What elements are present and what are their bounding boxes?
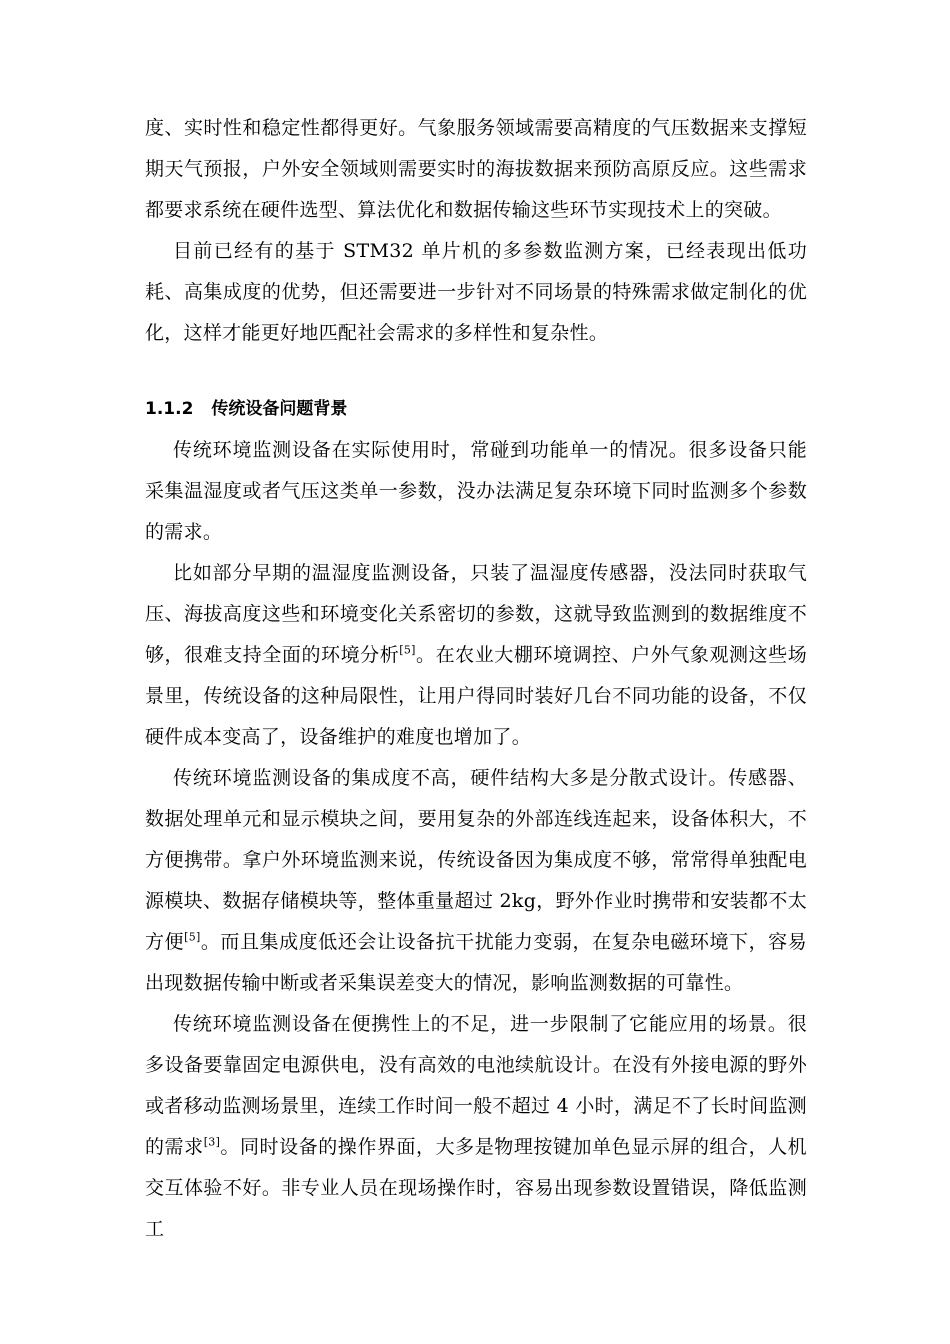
document-page: [145, 108, 807, 1250]
section-heading: [145, 389, 807, 430]
paragraph-text: 。而且集成度低还会让设备抗干扰能力变弱，在复杂电磁环境下，容易出现数据传输中断或者采集误差变大的情况，影响监测数据的可靠性。: [145, 931, 807, 994]
paragraph-text: 。在农业大棚环境调控、户外气象观测这些场景里，传统设备的这种局限性，让用户得同时装好几台不同功能的设备，不仅硬件成本变高了，设备维护的难度也增加了。: [145, 644, 807, 748]
paragraph-text: 。同时设备的操作界面，大多是物理按键加单色显示屏的组合，人机交互体验不好。非专业人员在现场操作时，容易出现参数设置错误，降低监测工: [145, 1136, 807, 1240]
paragraph-text: 比如部分早期的温湿度监测设备，只装了温湿度传感器，没法同时获取气压、海拔高度这些和环境变化关系密切的参数，这就导致监测到的数据维度不够，很难支持全面的环境分析: [145, 562, 807, 666]
paragraph-single-function: 传统环境监测设备在实际使用时，常碰到功能单一的情况。很多设备只能采集温湿度或者气压这类单一参数，没办法满足复杂环境下同时监测多个参数的需求。: [145, 439, 807, 543]
paragraph-continued: 度、实时性和稳定性都得更好。气象服务领域需要高精度的气压数据来支撑短期天气预报，户外安全领域则需要实时的海拔数据来预防高原反应。这些需求都要求系统在硬件选型、算法优化和数据传输这些环节实现技术上的突破。: [145, 117, 807, 221]
citation: [5]: [184, 930, 201, 944]
citation: [3]: [203, 1135, 221, 1149]
paragraph-low-integration: [145, 758, 807, 1004]
paragraph-stm32-scheme: 目前已经有的基于 STM32 单片机的多参数监测方案，已经表现出低功耗、高集成度的优势，但还需要进一步针对不同场景的特殊需求做定制化的优化，这样才能更好地匹配社会需求的多样性和复杂性。: [145, 240, 807, 344]
paragraph-text: 传统环境监测设备在便携性上的不足，进一步限制了它能应用的场景。很多设备要靠固定电源供电，没有高效的电池续航设计。在没有外接电源的野外或者移动监测场景里，连续工作时间一般不超过 4 小时，满足不了长时间监测的需求: [145, 1013, 807, 1158]
paragraph-early-devices: [145, 553, 807, 758]
section-number: 1.1.2: [145, 399, 194, 419]
paragraph-portability: [145, 1004, 807, 1250]
paragraph-text: 传统环境监测设备的集成度不高，硬件结构大多是分散式设计。传感器、数据处理单元和显示模块之间，要用复杂的外部连线连起来，设备体积大，不方便携带。拿户外环境监测来说，传统设备因为集成度不够，常常得单独配电源模块、数据存储模块等，整体重量超过 2kg，野外作业时携带和安装都不太方便: [145, 767, 807, 953]
citation: [5]: [399, 643, 416, 657]
section-title: 传统设备问题背景: [211, 399, 348, 419]
